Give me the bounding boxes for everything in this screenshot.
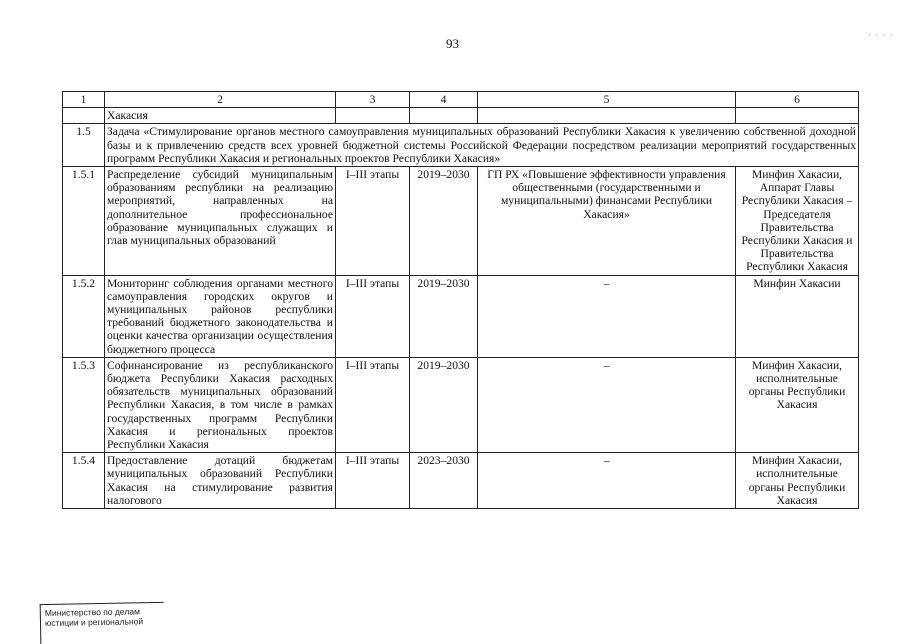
header-cell-4: 4: [410, 92, 478, 108]
row-name: Софинансирование из республиканского бюджета Республики Хакасия расходных обязательств муниципальных образований Республики Хакасия, в том числе в рамках государственных программ Республики Хакасия и региональных проектов Республики Хакасия: [105, 357, 336, 452]
row-stage: I–III этапы: [336, 357, 410, 452]
row-number: 1.5.4: [63, 453, 105, 509]
row-program: ГП РХ «Повышение эффективности управления общественными (государственными и муниципальными) финансами Республики Хакасия»: [478, 167, 736, 276]
table-row: [63, 453, 859, 509]
row-number: 1.5.3: [63, 357, 105, 452]
continuation-row: [63, 108, 859, 124]
row-period: 2019–2030: [410, 275, 478, 357]
header-cell-6: 6: [736, 92, 859, 108]
stamp-line-1: Министерство по делам: [44, 606, 140, 618]
row-stage: I–III этапы: [336, 275, 410, 357]
task-number: 1.5: [63, 124, 105, 167]
row-period: 2019–2030: [410, 357, 478, 452]
table-row: [63, 357, 859, 452]
task-row: [63, 124, 859, 167]
row-stage: I–III этапы: [336, 167, 410, 276]
row-period: 2019–2030: [410, 167, 478, 276]
row-name: Распределение субсидий муниципальным образованиям республики на реализацию мероприятий, направленных на дополнительное профессиональное образование муниципальных служащих и глав муниципальных образований: [105, 167, 336, 276]
continuation-num-cell: [63, 108, 105, 124]
header-cell-3: 3: [336, 92, 410, 108]
row-number: 1.5.1: [63, 167, 105, 276]
ministry-stamp: [40, 602, 165, 644]
header-row: [63, 92, 859, 108]
row-program: –: [478, 275, 736, 357]
table-row: [63, 275, 859, 357]
row-program: –: [478, 453, 736, 509]
corner-mark: · · · ·: [868, 30, 894, 40]
row-name: Предоставление дотаций бюджетам муниципальных образований Республики Хакасия на стимулирование развития налогового: [105, 453, 336, 509]
row-executor: Минфин Хакасии, исполнительные органы Республики Хакасия: [736, 453, 859, 509]
row-program: –: [478, 357, 736, 452]
row-name: Мониторинг соблюдения органами местного самоуправления городских округов и муниципальных районов республики требований бюджетного законодательства и оценки качества организации осуществления бюджетного процесса: [105, 275, 336, 357]
row-stage: I–III этапы: [336, 453, 410, 509]
measures-table: [62, 91, 859, 509]
row-executor: Минфин Хакасии, исполнительные органы Республики Хакасия: [736, 357, 859, 452]
page-number: 93: [446, 36, 459, 51]
table-row: [63, 167, 859, 276]
task-text: Задача «Стимулирование органов местного самоуправления муниципальных образований Республики Хакасия к увеличению собственной доходной базы и к привлечению средств всех уровней бюджетной системы Российской Федерации посредством реализации мероприятий государственных программ Республики Хакасия и региональных проектов Республики Хакасия»: [105, 124, 859, 167]
header-cell-2: 2: [105, 92, 336, 108]
row-number: 1.5.2: [63, 275, 105, 357]
stamp-line-2: юстиции и региональной: [44, 616, 144, 628]
continuation-text: Хакасия: [105, 108, 336, 124]
row-executor: Минфин Хакасии, Аппарат Главы Республики Хакасия – Председателя Правительства Республики Хакасия и Правительства Республики Хакасия: [736, 167, 859, 276]
row-period: 2023–2030: [410, 453, 478, 509]
header-cell-5: 5: [478, 92, 736, 108]
header-cell-1: 1: [63, 92, 105, 108]
row-executor: Минфин Хакасии: [736, 275, 859, 357]
